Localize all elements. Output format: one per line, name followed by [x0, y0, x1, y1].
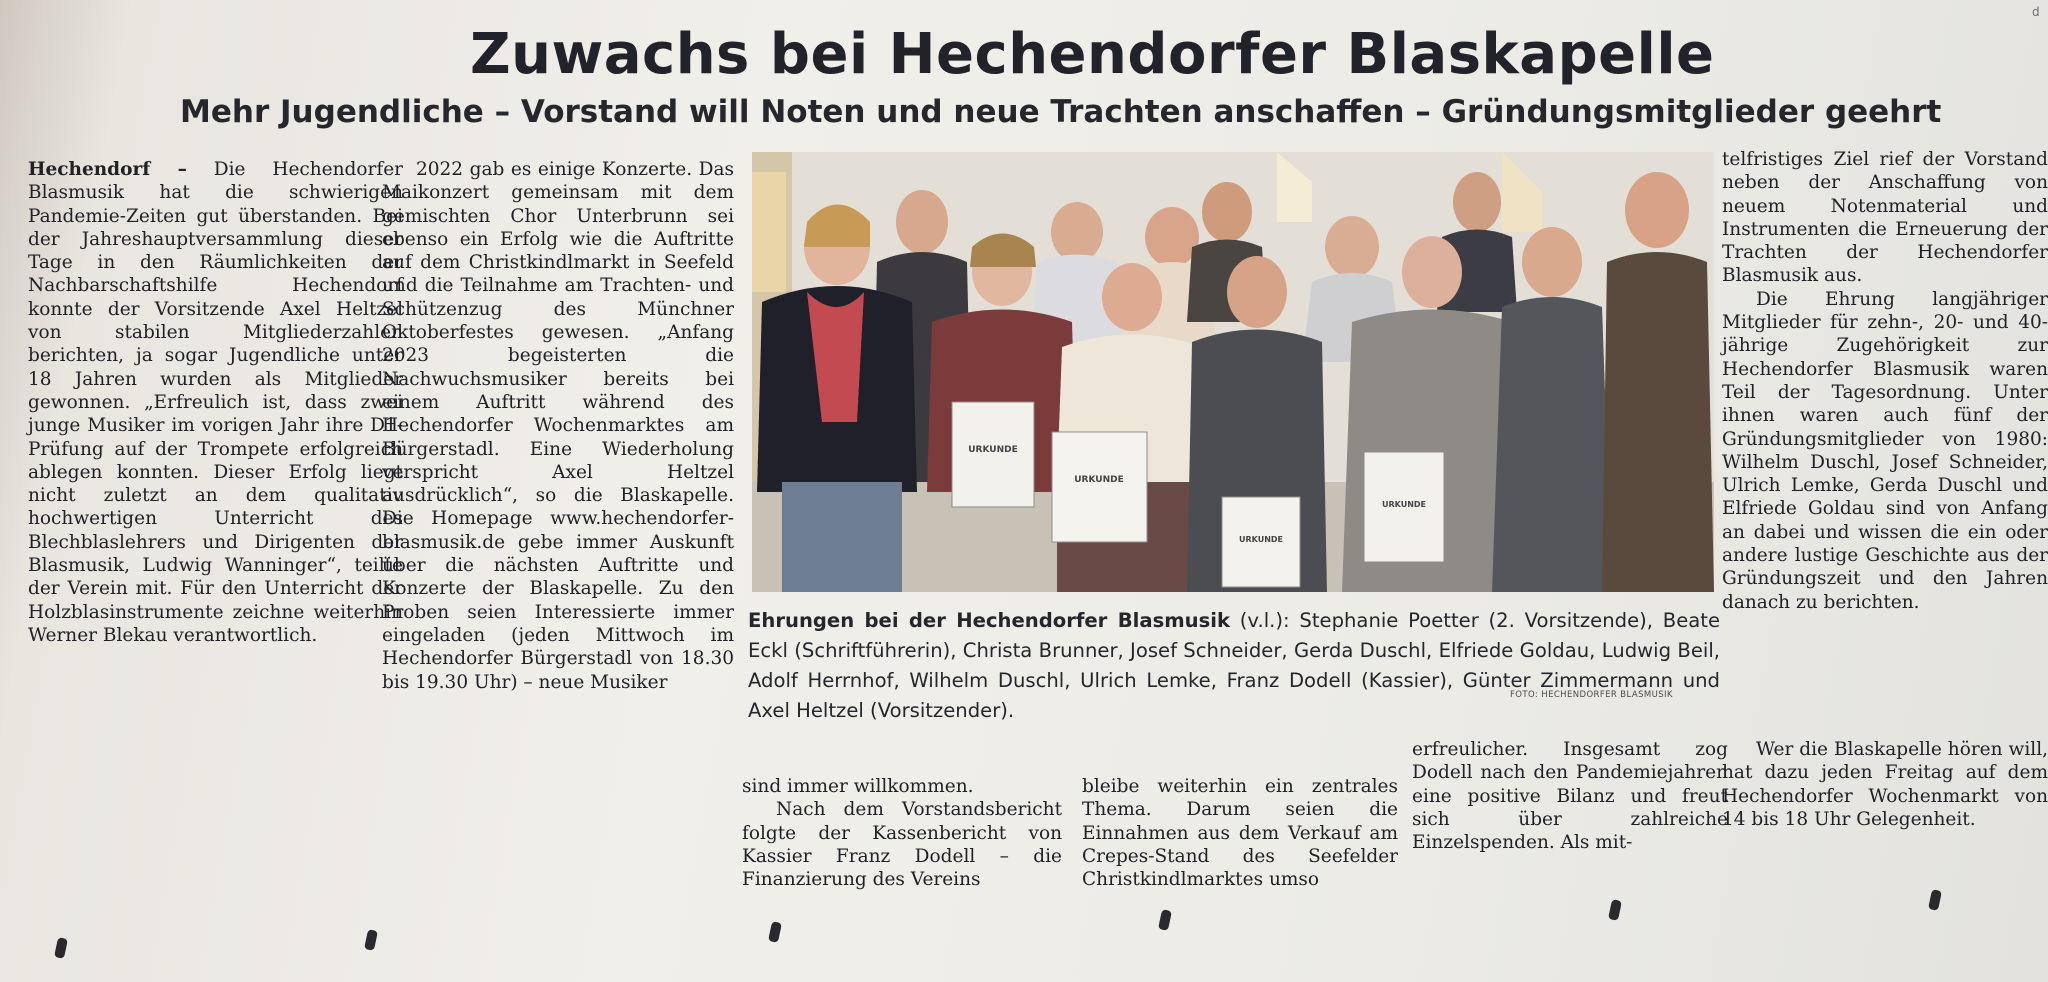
- certificate-label-4: URKUNDE: [1381, 500, 1427, 509]
- dateline: Hechendorf –: [28, 159, 187, 180]
- paper-hole-5: [1608, 899, 1622, 921]
- paper-hole-3: [768, 921, 782, 943]
- column-6-text-1: telfristiges Ziel rief der Vorstand neben der Anschaffung von neuem Notenmaterial und Instrumenten die Erneuerung der Trachten der Hechendorfer Blasmusik aus.: [1722, 149, 2048, 287]
- column-6-text-2: Die Ehrung langjähriger Mitglieder für zehn-, 20- und 40-jährige Zugehörigkeit zur Hechendorfer Blasmusik waren Teil der Tagesordnung. Unter ihnen waren auch fünf der Gründungsmitglieder von 1980: Wilhelm Duschl, Josef Schneider, Ulrich Lemke, Gerda Duschl und Elfriede Goldau sind von Anfang an dabei und wissen die ein oder andere lustige Geschichte aus der Gründungszeit und den Jahren danach zu berichten.: [1722, 288, 2048, 613]
- column-3-text-2: Nach dem Vorstandsbericht folgte der Kassenbericht von Kassier Franz Dodell – die Finanzierung des Vereins: [742, 799, 1062, 891]
- column-2-text: 2022 gab es einige Konzerte. Das Maikonzert gemeinsam mit dem gemischten Chor Unterbrunn sei ebenso ein Erfolg wie die Auftritte auf dem Christkindlmarkt in Seefeld und die Teilnahme am Trachten- und Schützenzug des Münchner Oktoberfestes gewesen. „Anfang 2023 begeisterten die Nachwuchsmusiker bereits bei einem Auftritt während des Hechendorfer Wochenmarktes am Bürgerstadl. Eine Wiederholung verspricht Axel Heltzel ausdrücklich“, so die Blaskapelle. Die Homepage www.hechendorfer-blasmusik.de gebe immer Auskunft über die nächsten Auftritte und Konzerte der Blaskapelle. Zu den Proben seien Interessierte immer eingeladen (jeden Mittwoch im Hechendorfer Bürgerstadl von 18.30 bis 19.30 Uhr) – neue Musiker: [382, 159, 734, 693]
- certificate-label-1: URKUNDE: [968, 445, 1018, 455]
- column-1-text: Die Hechendorfer Blasmusik hat die schwierigen Pandemie-Zeiten gut überstanden. Bei der Jahreshauptversammlung dieser Tage in den Räumlichkeiten der Nachbarschaftshilfe Hechendorf konnte der Vorsitzende Axel Heltzel von stabilen Mitgliederzahlen berichten, ja sogar Jugendliche unter 18 Jahren wurden als Mitglieder gewonnen. „Erfreulich ist, dass zwei junge Musiker im vorigen Jahr ihre D1-Prüfung auf der Trompete erfolgreich ablegen konnten. Dieser Erfolg liegt nicht zuletzt an dem qualitativ hochwertigen Unterricht des Blechblaslehrers und Dirigenten der Blasmusik, Ludwig Wanninger“, teilte der Verein mit. Für den Unterricht der Holzblasinstrumente zeichne weiterhin Werner Blekau verantwortlich.: [28, 159, 404, 646]
- subheadline: Mehr Jugendliche – Vorstand will Noten und neue Trachten anschaffen – Gründungsmitglieder geehrt: [180, 94, 1942, 130]
- column-3-text-1: sind immer willkommen.: [742, 776, 974, 797]
- column-4-text: bleibe weiterhin ein zentrales Thema. Darum seien die Einnahmen aus dem Verkauf am Crepes-Stand des Seefelder Christkindlmarktes umso: [1082, 776, 1398, 891]
- paper-hole-6: [1928, 889, 1942, 911]
- caption-text: (v.l.): Stephanie Poetter (2. Vorsitzende), Beate Eckl (Schriftführerin), Christa Brunner, Josef Schneider, Gerda Duschl, Elfriede Goldau, Ludwig Beil, Adolf Herrnhof, Wilhelm Duschl, Ulrich Lemke, Franz Dodell (Kassier), Günter Zimmermann und Axel Heltzel (Vorsitzender).: [748, 609, 1720, 722]
- article-column-4: [1082, 775, 1398, 891]
- article-column-2: [382, 158, 734, 694]
- certificate-label-2: URKUNDE: [1074, 475, 1124, 485]
- photo-credit: FOTO: HECHENDORFER BLASMUSIK: [1510, 690, 1673, 700]
- article-column-6: [1722, 148, 2048, 614]
- column-7-text: Wer die Blaskapelle hören will, hat dazu jeden Freitag auf dem Hechendorfer Wochenmarkt von 14 bis 18 Uhr Gelegenheit.: [1722, 739, 2048, 830]
- article-column-3: [742, 775, 1062, 891]
- paper-hole-1: [54, 937, 68, 959]
- group-photo-illustration: [752, 152, 1714, 592]
- article-column-7: [1722, 738, 2048, 831]
- paper-hole-2: [364, 929, 378, 951]
- column-5-text: erfreulicher. Insgesamt zog Dodell nach den Pandemiejahren eine positive Bilanz und freut sich über zahlreiche Einzelspenden. Als mit-: [1412, 739, 1728, 854]
- adjacent-article-fragment: d: [2032, 5, 2040, 19]
- caption-lead: Ehrungen bei der Hechendorfer Blasmusik: [748, 609, 1231, 632]
- group-photo: [752, 152, 1714, 592]
- article-column-1: [28, 158, 403, 647]
- certificate-label-3: URKUNDE: [1238, 535, 1284, 544]
- headline: Zuwachs bei Hechendorfer Blaskapelle: [470, 22, 1715, 87]
- article-column-5: [1412, 738, 1728, 854]
- photo-caption: [748, 606, 1720, 726]
- paper-hole-4: [1158, 909, 1172, 931]
